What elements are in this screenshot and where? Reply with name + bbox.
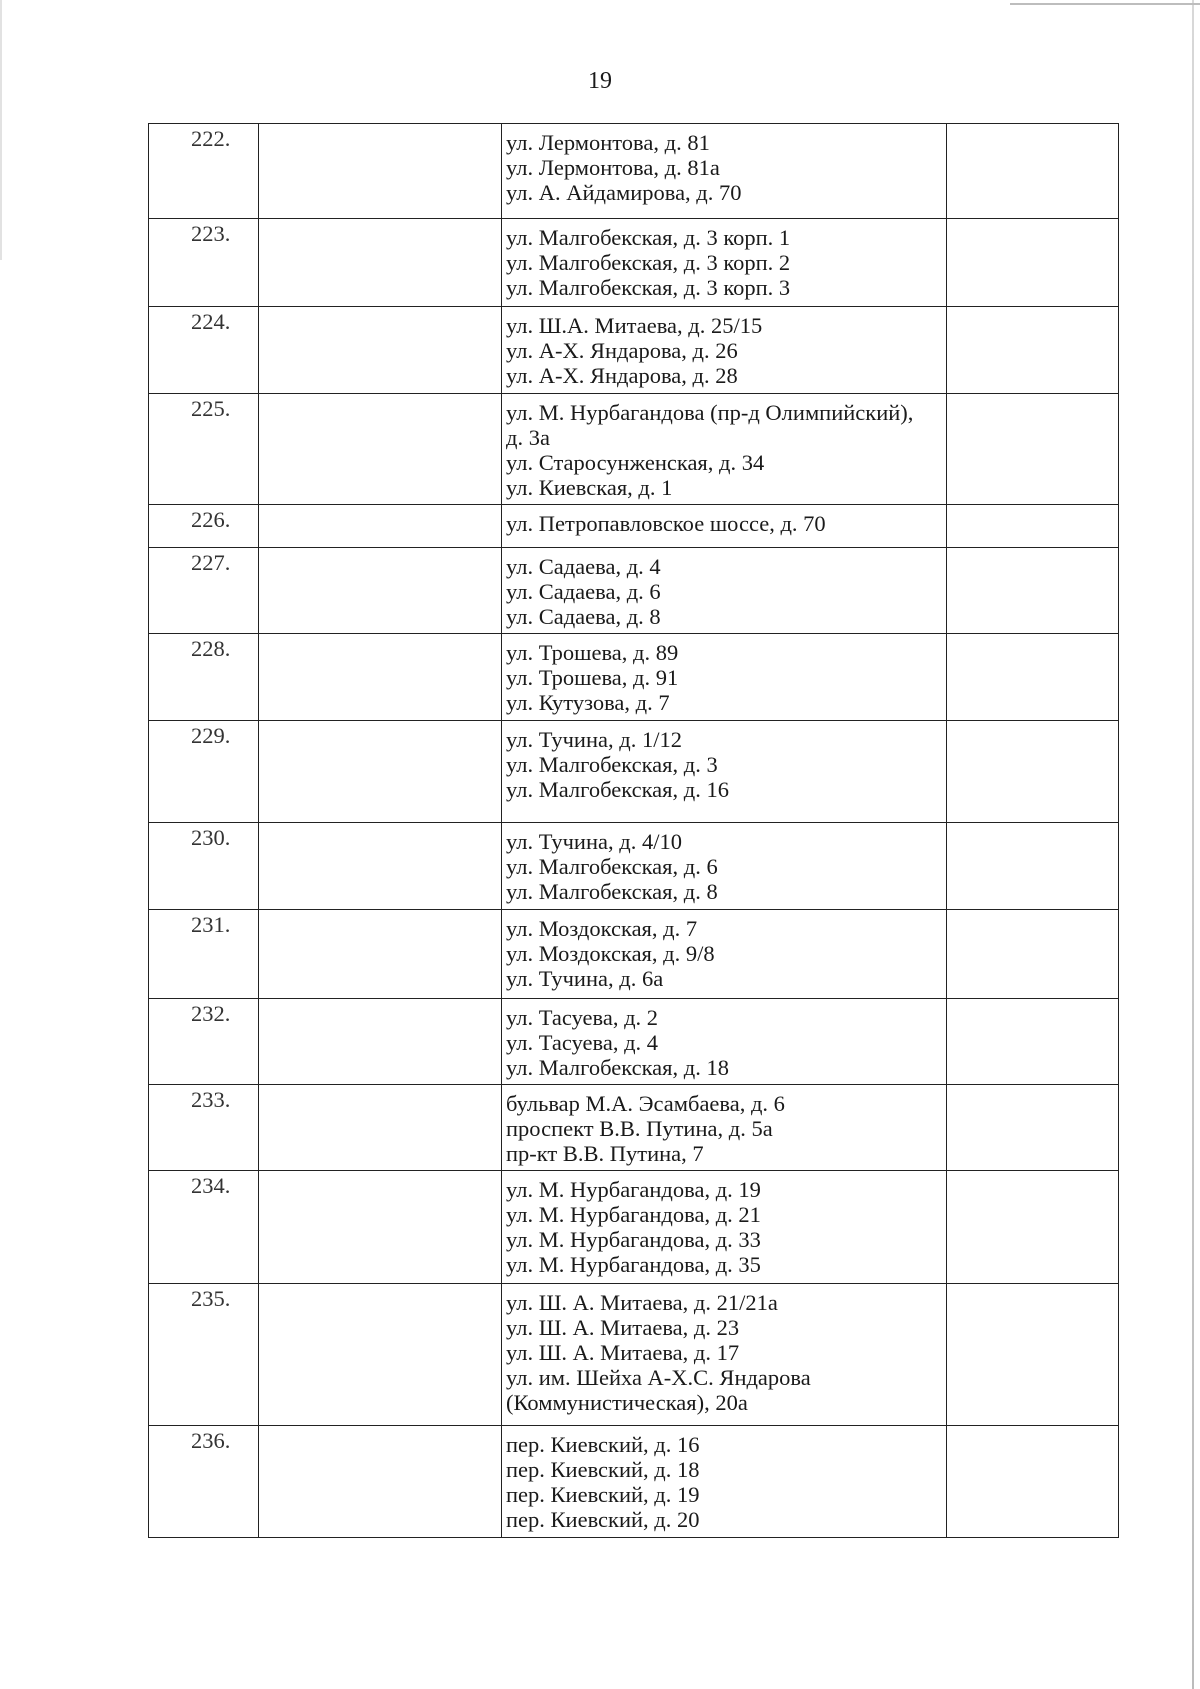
row-number: 227. — [149, 548, 259, 634]
table-row — [149, 394, 1119, 505]
address-cell — [502, 634, 947, 721]
empty-cell — [947, 394, 1119, 505]
scan-edge-left — [0, 0, 2, 260]
row-number: 233. — [149, 1085, 259, 1171]
table-row — [149, 1426, 1119, 1538]
empty-cell — [947, 823, 1119, 910]
table-row — [149, 219, 1119, 307]
address-line: д. 3а — [506, 425, 550, 450]
empty-cell — [947, 219, 1119, 307]
address-line: ул. Кутузова, д. 7 — [506, 690, 670, 715]
address-cell — [502, 307, 947, 394]
row-number: 222. — [149, 124, 259, 219]
table-row — [149, 1085, 1119, 1171]
table-row — [149, 999, 1119, 1085]
empty-cell — [259, 634, 502, 721]
empty-cell — [947, 721, 1119, 823]
address-line: ул. Малгобекская, д. 18 — [506, 1055, 729, 1080]
table-row — [149, 124, 1119, 219]
empty-cell — [259, 124, 502, 219]
empty-cell — [947, 505, 1119, 548]
empty-cell — [947, 999, 1119, 1085]
address-cell — [502, 1284, 947, 1426]
address-line: ул. Ш. А. Митаева, д. 17 — [506, 1340, 740, 1365]
address-line: бульвар М.А. Эсамбаева, д. 6 — [506, 1091, 785, 1116]
address-line: ул. Лермонтова, д. 81 — [506, 130, 710, 155]
address-cell — [502, 823, 947, 910]
address-cell — [502, 548, 947, 634]
row-number: 235. — [149, 1284, 259, 1426]
row-number: 231. — [149, 910, 259, 999]
empty-cell — [259, 1426, 502, 1538]
address-line: ул. Садаева, д. 4 — [506, 554, 661, 579]
address-line: ул. Моздокская, д. 7 — [506, 916, 698, 941]
empty-cell — [947, 307, 1119, 394]
address-line: ул. А-Х. Яндарова, д. 26 — [506, 338, 738, 363]
address-line: ул. Тасуева, д. 4 — [506, 1030, 659, 1055]
address-cell — [502, 1426, 947, 1538]
table-row — [149, 1171, 1119, 1284]
empty-cell — [947, 1284, 1119, 1426]
address-line: ул. Малгобекская, д. 3 корп. 3 — [506, 275, 791, 300]
address-cell — [502, 999, 947, 1085]
empty-cell — [259, 219, 502, 307]
empty-cell — [259, 1284, 502, 1426]
row-number: 229. — [149, 721, 259, 823]
address-line: ул. Малгобекская, д. 3 — [506, 752, 718, 777]
row-number: 223. — [149, 219, 259, 307]
table-row — [149, 910, 1119, 999]
address-cell — [502, 910, 947, 999]
address-line: ул. Малгобекская, д. 6 — [506, 854, 718, 879]
address-table-body — [149, 124, 1119, 1538]
address-cell — [502, 505, 947, 548]
address-line: ул. А-Х. Яндарова, д. 28 — [506, 363, 738, 388]
empty-cell — [947, 634, 1119, 721]
address-line: ул. А. Айдамирова, д. 70 — [506, 180, 742, 205]
empty-cell — [259, 721, 502, 823]
address-line: ул. Ш. А. Митаева, д. 21/21а — [506, 1290, 778, 1315]
address-line: ул. Тучина, д. 4/10 — [506, 829, 682, 854]
address-line: ул. Петропавловское шоссе, д. 70 — [506, 511, 826, 536]
scan-edge-top — [1010, 3, 1200, 5]
address-line: ул. Лермонтова, д. 81а — [506, 155, 720, 180]
address-line: ул. Тучина, д. 6а — [506, 966, 664, 991]
empty-cell — [259, 307, 502, 394]
empty-cell — [259, 1085, 502, 1171]
address-line: ул. им. Шейха А-Х.С. Яндарова — [506, 1365, 811, 1390]
address-line: ул. Тучина, д. 1/12 — [506, 727, 682, 752]
empty-cell — [259, 394, 502, 505]
address-line: ул. Моздокская, д. 9/8 — [506, 941, 715, 966]
empty-cell — [947, 1085, 1119, 1171]
table-row — [149, 634, 1119, 721]
address-line: ул. Малгобекская, д. 3 корп. 1 — [506, 225, 791, 250]
table-row — [149, 307, 1119, 394]
address-line: ул. М. Нурбагандова (пр-д Олимпийский), — [506, 400, 914, 425]
address-line: пр-кт В.В. Путина, 7 — [506, 1141, 704, 1166]
row-number: 224. — [149, 307, 259, 394]
address-line: пер. Киевский, д. 18 — [506, 1457, 700, 1482]
scan-edge-right — [1192, 0, 1194, 1689]
row-number: 226. — [149, 505, 259, 548]
address-cell — [502, 1171, 947, 1284]
empty-cell — [947, 910, 1119, 999]
address-line: ул. М. Нурбагандова, д. 35 — [506, 1252, 761, 1277]
address-line: ул. Тасуева, д. 2 — [506, 1005, 659, 1030]
address-line: проспект В.В. Путина, д. 5а — [506, 1116, 773, 1141]
address-line: пер. Киевский, д. 20 — [506, 1507, 700, 1532]
row-number: 225. — [149, 394, 259, 505]
empty-cell — [259, 548, 502, 634]
address-line: ул. Трошева, д. 91 — [506, 665, 679, 690]
empty-cell — [259, 1171, 502, 1284]
row-number: 230. — [149, 823, 259, 910]
address-line: ул. Ш. А. Митаева, д. 23 — [506, 1315, 740, 1340]
address-cell — [502, 394, 947, 505]
empty-cell — [947, 1171, 1119, 1284]
page-number: 19 — [588, 68, 612, 94]
row-number: 236. — [149, 1426, 259, 1538]
address-line: ул. М. Нурбагандова, д. 21 — [506, 1202, 761, 1227]
table-row — [149, 721, 1119, 823]
row-number: 228. — [149, 634, 259, 721]
address-line: ул. Трошева, д. 89 — [506, 640, 679, 665]
address-cell — [502, 721, 947, 823]
address-line: ул. Садаева, д. 6 — [506, 579, 661, 604]
address-cell — [502, 1085, 947, 1171]
empty-cell — [259, 505, 502, 548]
address-line: ул. Киевская, д. 1 — [506, 475, 673, 500]
table-row — [149, 548, 1119, 634]
address-cell — [502, 219, 947, 307]
empty-cell — [259, 823, 502, 910]
address-line: ул. Малгобекская, д. 3 корп. 2 — [506, 250, 791, 275]
address-table — [148, 123, 1119, 1538]
table-row — [149, 505, 1119, 548]
address-line: (Коммунистическая), 20а — [506, 1390, 748, 1415]
address-line: ул. Малгобекская, д. 8 — [506, 879, 718, 904]
address-line: ул. Садаева, д. 8 — [506, 604, 661, 629]
address-line: ул. Малгобекская, д. 16 — [506, 777, 729, 802]
row-number: 234. — [149, 1171, 259, 1284]
empty-cell — [947, 1426, 1119, 1538]
table-row — [149, 1284, 1119, 1426]
address-cell — [502, 124, 947, 219]
empty-cell — [947, 124, 1119, 219]
row-number: 232. — [149, 999, 259, 1085]
address-line: ул. М. Нурбагандова, д. 33 — [506, 1227, 761, 1252]
address-line: ул. М. Нурбагандова, д. 19 — [506, 1177, 761, 1202]
address-line: пер. Киевский, д. 16 — [506, 1432, 700, 1457]
address-line: пер. Киевский, д. 19 — [506, 1482, 700, 1507]
address-line: ул. Ш.А. Митаева, д. 25/15 — [506, 313, 763, 338]
empty-cell — [947, 548, 1119, 634]
empty-cell — [259, 910, 502, 999]
empty-cell — [259, 999, 502, 1085]
address-line: ул. Старосунженская, д. 34 — [506, 450, 765, 475]
table-row — [149, 823, 1119, 910]
